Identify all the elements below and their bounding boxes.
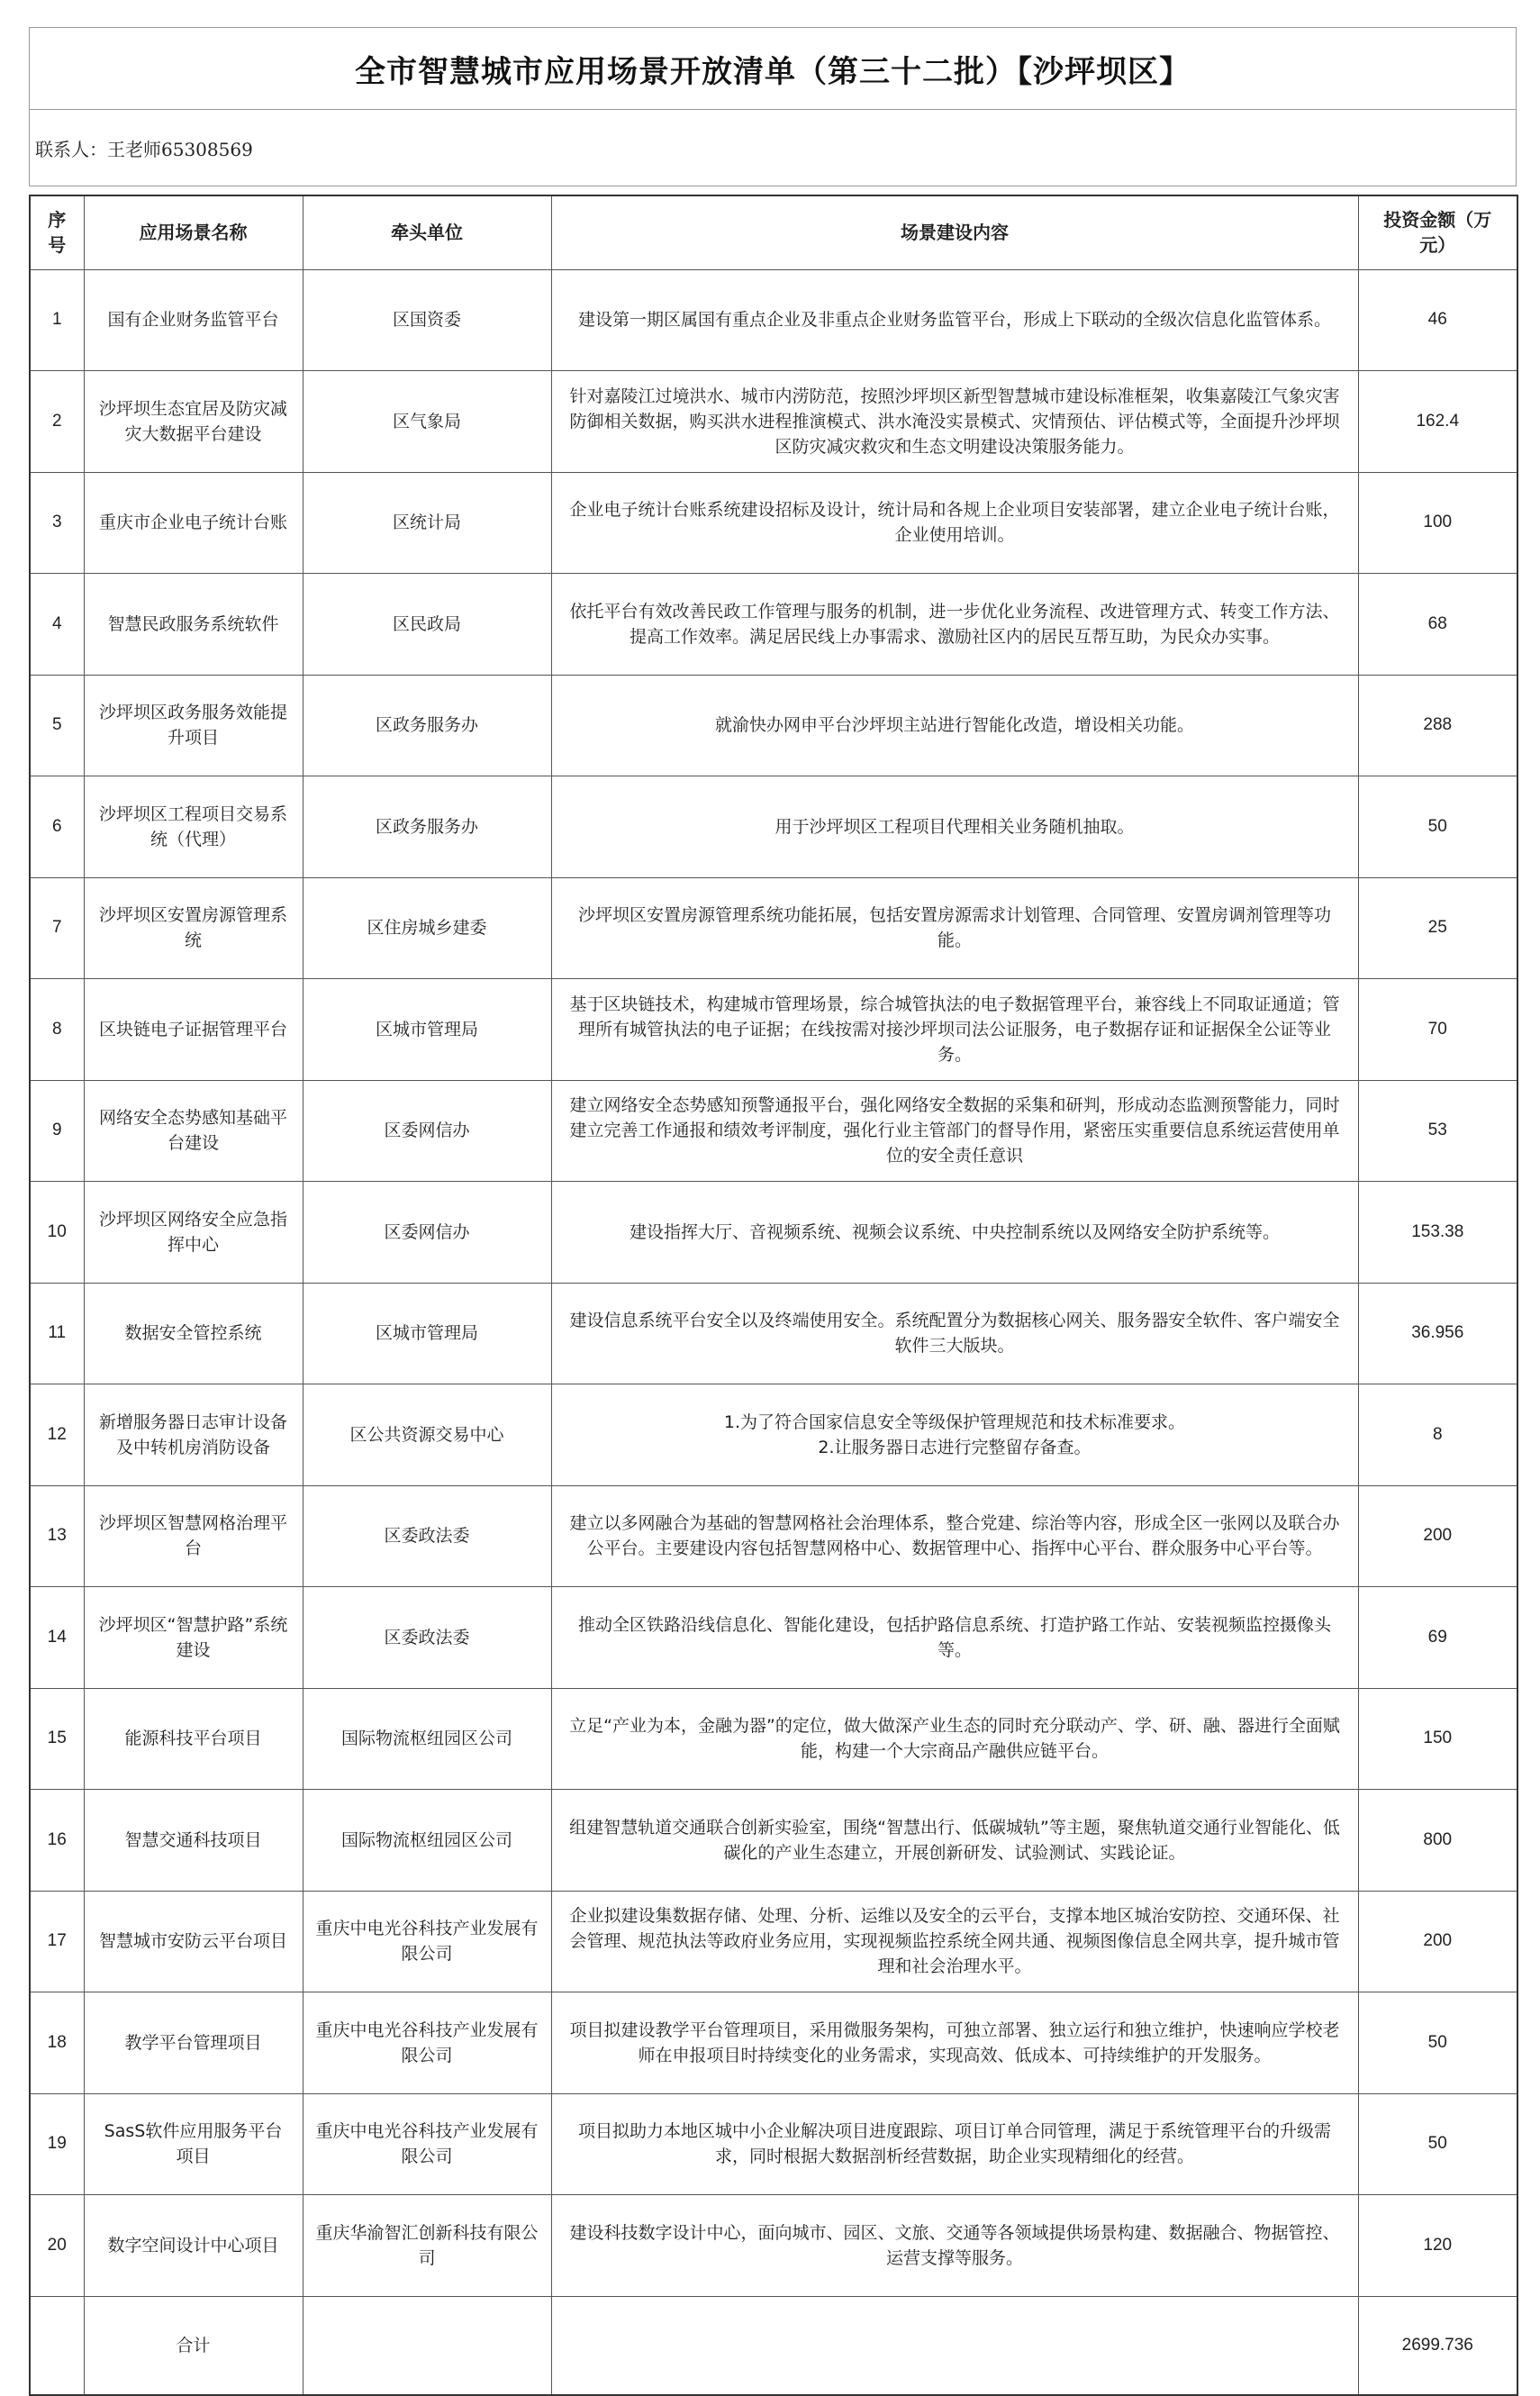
investment-amount: 25 bbox=[1358, 877, 1517, 979]
table-row bbox=[30, 371, 1517, 473]
contact-info: 联系人：王老师65308569 bbox=[35, 138, 253, 160]
scenario-name: 智慧交通科技项目 bbox=[84, 1790, 303, 1892]
scenario-name: 区块链电子证据管理平台 bbox=[84, 979, 303, 1081]
table-row bbox=[30, 472, 1517, 574]
scenario-name: 沙坪坝区工程项目交易系统（代理） bbox=[84, 776, 303, 878]
scenario-name: 教学平台管理项目 bbox=[84, 1992, 303, 2094]
contact-box bbox=[29, 109, 1517, 186]
lead-unit: 区气象局 bbox=[303, 371, 551, 473]
scenario-content: 建设信息系统平台安全以及终端使用安全。系统配置分为数据核心网关、服务器安全软件、客户端安全软件三大版块。 bbox=[551, 1283, 1358, 1384]
investment-amount: 70 bbox=[1358, 979, 1517, 1081]
scenario-content: 针对嘉陵江过境洪水、城市内涝防范，按照沙坪坝区新型智慧城市建设标准框架，收集嘉陵江气象灾害防御相关数据，购买洪水进程推演模式、洪水淹没实景模式、灾情预估、评估模式等，全面提升沙坪坝区防灾减灾救灾和生态文明建设决策服务能力。 bbox=[551, 371, 1358, 473]
investment-amount: 150 bbox=[1358, 1688, 1517, 1790]
table-row bbox=[30, 2093, 1517, 2195]
table-row bbox=[30, 1384, 1517, 1486]
total-label: 合计 bbox=[84, 2296, 303, 2395]
scenario-content: 建设第一期区属国有重点企业及非重点企业财务监管平台，形成上下联动的全级次信息化监管体系。 bbox=[551, 269, 1358, 371]
lead-unit: 区委网信办 bbox=[303, 1080, 551, 1182]
investment-amount: 50 bbox=[1358, 776, 1517, 878]
investment-amount: 200 bbox=[1358, 1891, 1517, 1992]
row-number: 10 bbox=[30, 1182, 84, 1284]
table-header-row bbox=[30, 195, 1517, 269]
investment-amount: 120 bbox=[1358, 2195, 1517, 2297]
scenario-name: 国有企业财务监管平台 bbox=[84, 269, 303, 371]
header-content: 场景建设内容 bbox=[551, 195, 1358, 269]
scenario-name: 沙坪坝区网络安全应急指挥中心 bbox=[84, 1182, 303, 1284]
investment-amount: 8 bbox=[1358, 1384, 1517, 1486]
table-row bbox=[30, 1891, 1517, 1992]
row-number: 20 bbox=[30, 2195, 84, 2297]
scenario-content: 建立以多网融合为基础的智慧网格社会治理体系，整合党建、综治等内容，形成全区一张网以及联合办公平台。主要建设内容包括智慧网格中心、数据管理中心、指挥中心平台、群众服务中心平台等。 bbox=[551, 1485, 1358, 1587]
scenario-name: 网络安全态势感知基础平台建设 bbox=[84, 1080, 303, 1182]
title-box bbox=[29, 27, 1517, 109]
row-number: 6 bbox=[30, 776, 84, 878]
total-no-cell bbox=[30, 2296, 84, 2395]
scenario-content: 项目拟助力本地区城中小企业解决项目进度跟踪、项目订单合同管理，满足于系统管理平台的升级需求，同时根据大数据剖析经营数据，助企业实现精细化的经营。 bbox=[551, 2093, 1358, 2195]
table-row bbox=[30, 979, 1517, 1081]
scenario-content: 1.为了符合国家信息安全等级保护管理规范和技术标准要求。 2.让服务器日志进行完整留存备查。 bbox=[551, 1384, 1358, 1486]
investment-amount: 288 bbox=[1358, 675, 1517, 776]
investment-amount: 200 bbox=[1358, 1485, 1517, 1587]
investment-amount: 100 bbox=[1358, 472, 1517, 574]
scenario-content: 沙坪坝区安置房源管理系统功能拓展，包括安置房源需求计划管理、合同管理、安置房调剂管理等功能。 bbox=[551, 877, 1358, 979]
investment-amount: 69 bbox=[1358, 1587, 1517, 1689]
row-number: 14 bbox=[30, 1587, 84, 1689]
scenario-name: 智慧民政服务系统软件 bbox=[84, 574, 303, 676]
row-number: 2 bbox=[30, 371, 84, 473]
scenario-content: 企业电子统计台账系统建设招标及设计，统计局和各规上企业项目安装部署，建立企业电子统计台账，企业使用培训。 bbox=[551, 472, 1358, 574]
scenario-name: 数据安全管控系统 bbox=[84, 1283, 303, 1384]
row-number: 7 bbox=[30, 877, 84, 979]
lead-unit: 区委政法委 bbox=[303, 1587, 551, 1689]
row-number: 19 bbox=[30, 2093, 84, 2195]
scenario-name: 数字空间设计中心项目 bbox=[84, 2195, 303, 2297]
lead-unit: 国际物流枢纽园区公司 bbox=[303, 1688, 551, 1790]
lead-unit: 区民政局 bbox=[303, 574, 551, 676]
row-number: 15 bbox=[30, 1688, 84, 1790]
lead-unit: 重庆中电光谷科技产业发展有限公司 bbox=[303, 1891, 551, 1992]
lead-unit: 重庆中电光谷科技产业发展有限公司 bbox=[303, 2093, 551, 2195]
table-row bbox=[30, 574, 1517, 676]
table-row bbox=[30, 675, 1517, 776]
scenario-content: 就渝快办网申平台沙坪坝主站进行智能化改造，增设相关功能。 bbox=[551, 675, 1358, 776]
investment-amount: 50 bbox=[1358, 2093, 1517, 2195]
scenario-name: SasS软件应用服务平台项目 bbox=[84, 2093, 303, 2195]
scenario-content: 建立网络安全态势感知预警通报平台，强化网络安全数据的采集和研判，形成动态监测预警能力，同时建立完善工作通报和绩效考评制度，强化行业主管部门的督导作用，紧密压实重要信息系统运营使用单位的安全责任意识 bbox=[551, 1080, 1358, 1182]
table-body bbox=[30, 269, 1517, 2296]
scenario-content: 建设科技数字设计中心，面向城市、园区、文旅、交通等各领域提供场景构建、数据融合、物据管控、运营支撑等服务。 bbox=[551, 2195, 1358, 2297]
scenario-name: 重庆市企业电子统计台账 bbox=[84, 472, 303, 574]
scenario-name: 沙坪坝区“智慧护路”系统建设 bbox=[84, 1587, 303, 1689]
row-number: 16 bbox=[30, 1790, 84, 1892]
lead-unit: 区委网信办 bbox=[303, 1182, 551, 1284]
lead-unit: 区政务服务办 bbox=[303, 675, 551, 776]
scenario-name: 沙坪坝区政务服务效能提升项目 bbox=[84, 675, 303, 776]
table-row bbox=[30, 1080, 1517, 1182]
investment-amount: 46 bbox=[1358, 269, 1517, 371]
scenario-name: 沙坪坝生态宜居及防灾减灾大数据平台建设 bbox=[84, 371, 303, 473]
lead-unit: 区城市管理局 bbox=[303, 979, 551, 1081]
lead-unit: 区国资委 bbox=[303, 269, 551, 371]
lead-unit: 重庆中电光谷科技产业发展有限公司 bbox=[303, 1992, 551, 2094]
scenario-name: 能源科技平台项目 bbox=[84, 1688, 303, 1790]
investment-amount: 800 bbox=[1358, 1790, 1517, 1892]
lead-unit: 区城市管理局 bbox=[303, 1283, 551, 1384]
table-row bbox=[30, 2195, 1517, 2297]
lead-unit: 区委政法委 bbox=[303, 1485, 551, 1587]
scenario-name: 沙坪坝区安置房源管理系统 bbox=[84, 877, 303, 979]
table-row bbox=[30, 1688, 1517, 1790]
lead-unit: 区公共资源交易中心 bbox=[303, 1384, 551, 1486]
table-row bbox=[30, 1587, 1517, 1689]
table-row bbox=[30, 1992, 1517, 2094]
scenario-content: 项目拟建设教学平台管理项目，采用微服务架构，可独立部署、独立运行和独立维护，快速响应学校老师在申报项目时持续变化的业务需求，实现高效、低成本、可持续维护的开发服务。 bbox=[551, 1992, 1358, 2094]
scenario-name: 沙坪坝区智慧网格治理平台 bbox=[84, 1485, 303, 1587]
row-number: 8 bbox=[30, 979, 84, 1081]
table-row bbox=[30, 1790, 1517, 1892]
row-number: 17 bbox=[30, 1891, 84, 1992]
table-row bbox=[30, 269, 1517, 371]
row-number: 13 bbox=[30, 1485, 84, 1587]
row-number: 12 bbox=[30, 1384, 84, 1486]
scenario-table bbox=[29, 195, 1518, 2396]
table-row bbox=[30, 776, 1517, 878]
header-amount: 投资金额（万元） bbox=[1358, 195, 1517, 269]
row-number: 9 bbox=[30, 1080, 84, 1182]
investment-amount: 68 bbox=[1358, 574, 1517, 676]
investment-amount: 153.38 bbox=[1358, 1182, 1517, 1284]
investment-amount: 53 bbox=[1358, 1080, 1517, 1182]
lead-unit: 区统计局 bbox=[303, 472, 551, 574]
lead-unit: 区政务服务办 bbox=[303, 776, 551, 878]
row-number: 1 bbox=[30, 269, 84, 371]
scenario-content: 依托平台有效改善民政工作管理与服务的机制，进一步优化业务流程、改进管理方式、转变工作方法、提高工作效率。满足居民线上办事需求、激励社区内的居民互帮互助，为民众办实事。 bbox=[551, 574, 1358, 676]
document-sheet bbox=[29, 27, 1517, 2396]
scenario-content: 用于沙坪坝区工程项目代理相关业务随机抽取。 bbox=[551, 776, 1358, 878]
table-row bbox=[30, 1485, 1517, 1587]
row-number: 5 bbox=[30, 675, 84, 776]
scenario-content: 建设指挥大厅、音视频系统、视频会议系统、中央控制系统以及网络安全防护系统等。 bbox=[551, 1182, 1358, 1284]
total-unit-cell bbox=[303, 2296, 551, 2395]
table-row bbox=[30, 1283, 1517, 1384]
scenario-name: 新增服务器日志审计设备及中转机房消防设备 bbox=[84, 1384, 303, 1486]
scenario-content: 组建智慧轨道交通联合创新实验室，围绕“智慧出行、低碳城轨”等主题，聚焦轨道交通行业智能化、低碳化的产业生态建立，开展创新研发、试验测试、实践论证。 bbox=[551, 1790, 1358, 1892]
header-no: 序号 bbox=[30, 195, 84, 269]
header-unit: 牵头单位 bbox=[303, 195, 551, 269]
investment-amount: 162.4 bbox=[1358, 371, 1517, 473]
row-number: 4 bbox=[30, 574, 84, 676]
scenario-content: 推动全区铁路沿线信息化、智能化建设，包括护路信息系统、打造护路工作站、安装视频监控摄像头等。 bbox=[551, 1587, 1358, 1689]
row-number: 11 bbox=[30, 1283, 84, 1384]
table-row bbox=[30, 1182, 1517, 1284]
investment-amount: 50 bbox=[1358, 1992, 1517, 2094]
lead-unit: 国际物流枢纽园区公司 bbox=[303, 1790, 551, 1892]
row-number: 3 bbox=[30, 472, 84, 574]
lead-unit: 区住房城乡建委 bbox=[303, 877, 551, 979]
page-title: 全市智慧城市应用场景开放清单（第三十二批）【沙坪坝区】 bbox=[355, 53, 1191, 90]
header-name: 应用场景名称 bbox=[84, 195, 303, 269]
scenario-content: 立足“产业为本，金融为器”的定位，做大做深产业生态的同时充分联动产、学、研、融、器进行全面赋能，构建一个大宗商品产融供应链平台。 bbox=[551, 1688, 1358, 1790]
total-amount: 2699.736 bbox=[1358, 2296, 1517, 2395]
scenario-content: 基于区块链技术，构建城市管理场景，综合城管执法的电子数据管理平台，兼容线上不同取证通道；管理所有城管执法的电子证据；在线按需对接沙坪坝司法公证服务，电子数据存证和证据保全公证等业务。 bbox=[551, 979, 1358, 1081]
table-row bbox=[30, 877, 1517, 979]
scenario-name: 智慧城市安防云平台项目 bbox=[84, 1891, 303, 1992]
investment-amount: 36.956 bbox=[1358, 1283, 1517, 1384]
scenario-content: 企业拟建设集数据存储、处理、分析、运维以及安全的云平台，支撑本地区城治安防控、交通环保、社会管理、规范执法等政府业务应用，实现视频监控系统全网共通、视频图像信息全网共享，提升城市管理和社会治理水平。 bbox=[551, 1891, 1358, 1992]
row-number: 18 bbox=[30, 1992, 84, 2094]
total-content-cell bbox=[551, 2296, 1358, 2395]
lead-unit: 重庆华渝智汇创新科技有限公司 bbox=[303, 2195, 551, 2297]
total-row bbox=[30, 2296, 1517, 2395]
